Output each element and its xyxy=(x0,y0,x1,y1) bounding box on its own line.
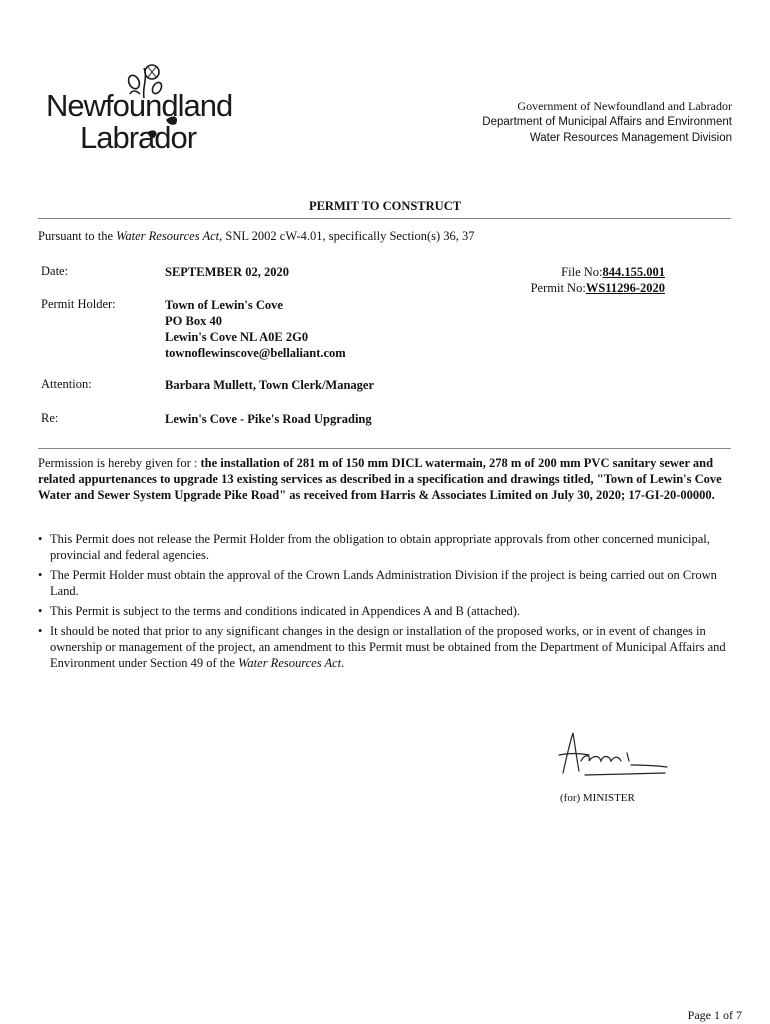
logo-line-newfoundland: Newfoundland xyxy=(46,88,233,123)
department-name: Department of Municipal Affairs and Environment xyxy=(482,116,732,128)
list-item: • This Permit does not release the Permit Holder from the obligation to obtain appropriate approvals from other concerned municipal, provincial and federal agencies. xyxy=(38,532,710,562)
file-number xyxy=(505,264,665,280)
re-label: Re: xyxy=(41,411,59,425)
permit-holder-address xyxy=(165,297,346,361)
details-divider xyxy=(38,448,731,449)
condition-text: The Permit Holder must obtain the approval of the Crown Lands Administration Division if the project is being carried out on Crown Land. xyxy=(50,568,717,598)
attention-value: Barbara Mullett, Town Clerk/Manager xyxy=(165,378,375,392)
permit-number-value: WS11296-2020 xyxy=(585,281,665,295)
holder-email: townoflewinscove@bellaliant.com xyxy=(165,346,346,360)
permission-statement xyxy=(38,455,732,503)
file-number-value: 844.155.001 xyxy=(602,265,665,279)
holder-city-postal: Lewin's Cove NL A0E 2G0 xyxy=(165,330,309,344)
conditions-list xyxy=(38,531,732,675)
permission-prefix: Permission is hereby given for : xyxy=(38,456,201,470)
list-item: • The Permit Holder must obtain the approval of the Crown Lands Administration Division if the project is being carried out on Crown Land. xyxy=(38,568,717,598)
list-item: • It should be noted that prior to any significant changes in the design or installation of the proposed works, or in event of changes in ownership or management of the project, an amendment to this Permit must be obtained from the Department of Municipal Affairs and Environment under Section 49 of the Water Resources Act. xyxy=(38,624,726,670)
holder-name: Town of Lewin's Cove xyxy=(165,298,283,312)
pursuant-suffix: , SNL 2002 cW-4.01, specifically Section(s) 36, 37 xyxy=(219,229,475,243)
permit-number-label: Permit No: xyxy=(530,281,586,295)
act-name: Water Resources Act xyxy=(238,656,342,670)
government-header xyxy=(482,98,732,146)
page-number: Page 1 of 7 xyxy=(687,1008,742,1022)
holder-po-box: PO Box 40 xyxy=(165,314,222,328)
file-number-label: File No: xyxy=(561,265,603,279)
re-value: Lewin's Cove - Pike's Road Upgrading xyxy=(165,412,372,426)
attention-label: Attention: xyxy=(41,377,92,391)
minister-signature xyxy=(545,725,675,785)
pursuant-prefix: Pursuant to the xyxy=(38,229,117,243)
list-item: • This Permit is subject to the terms and conditions indicated in Appendices A and B (attached). xyxy=(38,604,521,618)
government-name: Government of Newfoundland and Labrador xyxy=(517,99,732,113)
logo-line-labrador: Labrador xyxy=(80,120,197,155)
condition-text: It should be noted that prior to any significant changes in the design or installation of the proposed works, or in event of changes in ownership or management of the project, an amendment to this Permit must be obtained from the Department of Municipal Affairs and Environment under Section 49 of the xyxy=(50,624,726,670)
file-permit-numbers xyxy=(505,264,665,296)
condition-text-end: . xyxy=(341,656,345,670)
permit-number xyxy=(505,280,665,296)
permission-body: the installation of 281 m of 150 mm DICL watermain, 278 m of 200 mm PVC sanitary sewer and related appurtenances to upgrade 13 existing services as described in a specification and drawings titled, "Town of Lewin's Cove Water and Sewer System Upgrade Pike Road" as received from Harris & Associates Limited on July 30, 2020; 17-GI-20-00000. xyxy=(38,456,722,502)
title-divider xyxy=(38,218,731,219)
act-name: Water Resources Act xyxy=(116,229,220,243)
condition-text: This Permit does not release the Permit Holder from the obligation to obtain appropriate approvals from other concerned municipal, provincial and federal agencies. xyxy=(50,532,710,562)
date-value: SEPTEMBER 02, 2020 xyxy=(165,265,289,279)
date-label: Date: xyxy=(41,264,69,278)
pursuant-statement xyxy=(38,229,475,244)
condition-text: This Permit is subject to the terms and conditions indicated in Appendices A and B (attached). xyxy=(50,604,521,618)
document-title: PERMIT TO CONSTRUCT xyxy=(308,199,462,213)
nl-logo xyxy=(44,60,244,160)
division-name: Water Resources Management Division xyxy=(529,132,732,144)
signature-caption: (for) MINISTER xyxy=(560,792,635,804)
permit-holder-label: Permit Holder: xyxy=(41,297,116,311)
signature-graphic xyxy=(545,725,675,785)
